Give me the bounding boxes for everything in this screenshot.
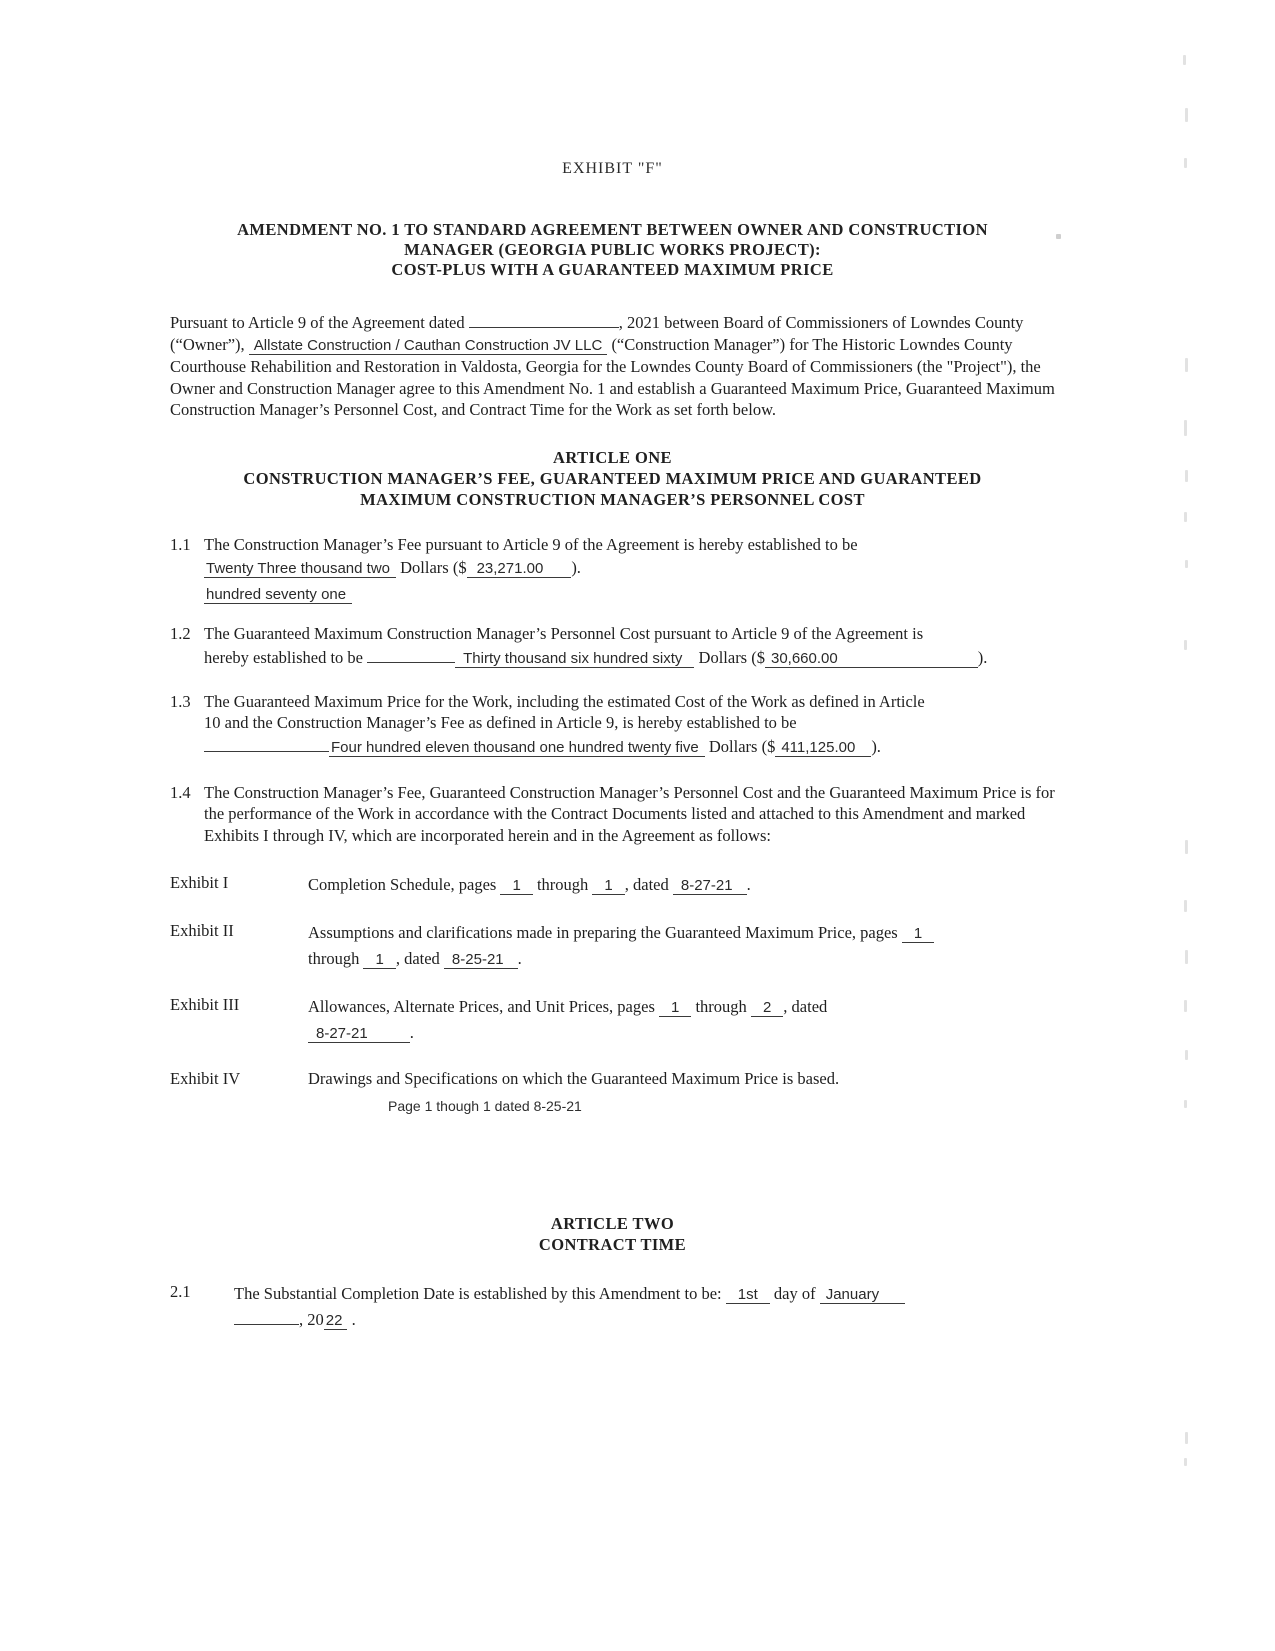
section-2-1-seg2: day of: [773, 1284, 816, 1303]
exhibit-1-seg1: Completion Schedule, pages: [308, 875, 497, 894]
exhibit-3-line2: [308, 1020, 1048, 1046]
scan-artifact: [1185, 840, 1188, 854]
section-2-1-line1: [234, 1281, 1055, 1307]
exhibit-2-line2: [308, 946, 1048, 972]
section-1-4-number: 1.4: [170, 782, 191, 802]
completion-year-field: 22: [324, 1312, 348, 1330]
construction-manager-name-field: Allstate Construction / Cauthan Construction JV LLC: [249, 337, 608, 355]
section-2-1-lead: The Substantial Completion Date is established by this Amendment to be:: [234, 1284, 722, 1303]
exhibit-1-page-from-field: 1: [500, 877, 532, 895]
dollars-open-label: Dollars ($: [708, 736, 776, 756]
section-1-3-line2: 10 and the Construction Manager’s Fee as defined in Article 9, is hereby established to be: [204, 713, 797, 732]
exhibit-4-text: Drawings and Specifications on which the Guaranteed Maximum Price is based.: [308, 1069, 840, 1088]
document-content: [170, 160, 1055, 1333]
scan-artifact: [1185, 1050, 1188, 1060]
article-two-subheading: CONTRACT TIME: [538, 1235, 687, 1254]
exhibit-2-seg2: through: [308, 949, 360, 968]
exhibit-4-description: [308, 1068, 1048, 1117]
exhibit-4-label: Exhibit IV: [170, 1069, 241, 1088]
fee-amount-words-field: Twenty Three thousand two: [204, 560, 396, 578]
scan-artifact: [1184, 900, 1187, 912]
section-1-2-amount-line: [204, 645, 1055, 671]
exhibit-row-1: [170, 872, 1055, 898]
exhibit-1-description: [308, 872, 1048, 898]
section-2-1-year-prefix: , 20: [299, 1310, 324, 1329]
section-1-1-amount-line: [204, 555, 1055, 581]
section-1-2: [170, 623, 1055, 671]
section-1-3-amount-line: [204, 734, 1055, 760]
exhibit-row-4: [170, 1068, 1055, 1117]
intro-text-after-date: , 2021 between Board of Commissioners of Lowndes County (“Owner”),: [170, 313, 1024, 354]
section-1-1-amount-continuation: [204, 581, 1055, 607]
title-line-1: AMENDMENT NO. 1 TO STANDARD AGREEMENT BETWEEN OWNER AND CONSTRUCTION: [237, 220, 988, 239]
gmp-figure-field: 411,125.00: [775, 739, 871, 757]
section-1-3-line1: The Guaranteed Maximum Price for the Work, including the estimated Cost of the Work as defined in Article: [204, 691, 925, 711]
section-1-4-text: The Construction Manager’s Fee, Guaranteed Construction Manager’s Personnel Cost and the Guaranteed Maximum Price is for the performance of the Work in accordance with the Contract Documents listed and attached to this Amendment and marked Exhibits I through IV, which are incorporated herein and in the Agreement as follows:: [204, 782, 1055, 845]
scan-artifact: [1184, 512, 1187, 522]
scan-artifact: [1184, 640, 1187, 650]
fee-amount-words-continued-field: hundred seventy one: [204, 586, 352, 604]
exhibit-1-page-to-field: 1: [592, 877, 624, 895]
scan-artifact: [1184, 1000, 1187, 1012]
exhibit-header: EXHIBIT "F": [562, 160, 663, 177]
scan-artifact: [1185, 358, 1188, 372]
section-2-1: [170, 1281, 1055, 1333]
article-one-subheading-line1: CONSTRUCTION MANAGER’S FEE, GUARANTEED MAXIMUM PRICE AND GUARANTEED: [243, 468, 982, 488]
scan-artifact: [1183, 55, 1186, 65]
section-1-2-number: 1.2: [170, 624, 191, 643]
exhibit-3-seg3: , dated: [783, 997, 828, 1016]
completion-day-field: 1st: [726, 1286, 770, 1304]
document-title: [170, 220, 1055, 280]
article-one-heading: ARTICLE ONE: [553, 447, 672, 467]
exhibit-2-date-field: 8-25-21: [444, 951, 518, 969]
fee-amount-figure-field: 23,271.00: [467, 560, 572, 578]
article-one-subheading: [170, 468, 1055, 510]
exhibit-2-description: [308, 920, 1048, 972]
exhibit-2-line1: [308, 920, 1048, 946]
exhibit-3-description: [308, 994, 1048, 1046]
exhibit-1-label: Exhibit I: [170, 873, 229, 892]
scan-artifact: [1185, 470, 1188, 482]
dollars-open-label: Dollars ($: [400, 558, 467, 577]
section-2-1-number: 2.1: [170, 1282, 191, 1301]
scan-artifact: [1185, 1432, 1188, 1444]
section-1-2-line1: The Guaranteed Maximum Construction Manager’s Personnel Cost pursuant to Article 9 of the Agreement is: [204, 624, 924, 643]
personnel-cost-figure-field: 30,660.00: [765, 650, 978, 668]
paren-close-label: ).: [871, 736, 881, 756]
intro-text-before-date: Pursuant to Article 9 of the Agreement dated: [170, 313, 465, 332]
section-1-1: [170, 534, 1055, 608]
section-1-1-lead: The Construction Manager’s Fee pursuant to Article 9 of the Agreement is hereby established to be: [204, 534, 858, 554]
personnel-cost-words-field: Thirty thousand six hundred sixty: [455, 650, 694, 668]
exhibit-2-seg3: , dated: [395, 949, 440, 968]
section-1-3: [170, 691, 1055, 760]
scan-artifact: [1185, 950, 1188, 964]
completion-blank: [234, 1309, 299, 1325]
article-one-subheading-line2: MAXIMUM CONSTRUCTION MANAGER’S PERSONNEL COST: [360, 489, 865, 509]
scan-artifact: [1184, 1458, 1187, 1466]
exhibit-2-page-to-field: 1: [363, 951, 395, 969]
section-1-4: [170, 782, 1055, 847]
exhibit-3-date-field: 8-27-21: [308, 1025, 410, 1043]
exhibit-3-line1: [308, 994, 1048, 1020]
exhibit-2-seg4: .: [517, 949, 522, 968]
gmp-words-field: Four hundred eleven thousand one hundred twenty five: [329, 739, 705, 757]
paren-close-label: ).: [571, 558, 581, 577]
exhibit-4-note: Page 1 though 1 dated 8-25-21: [388, 1097, 582, 1114]
scan-artifact: [1056, 234, 1061, 239]
section-2-1-period: .: [351, 1310, 356, 1329]
scan-artifact: [1184, 420, 1187, 436]
section-1-2-line2-lead: hereby established to be: [204, 647, 363, 667]
section-1-1-number: 1.1: [170, 534, 191, 554]
title-line-2: MANAGER (GEORGIA PUBLIC WORKS PROJECT):: [404, 240, 821, 259]
completion-month-field: January: [820, 1286, 905, 1304]
exhibit-1-date-field: 8-27-21: [673, 877, 747, 895]
exhibit-3-seg4: .: [409, 1023, 414, 1042]
exhibit-3-seg2: through: [695, 997, 747, 1016]
exhibit-1-seg4: .: [746, 875, 751, 894]
exhibit-1-seg3: , dated: [624, 875, 669, 894]
exhibit-2-seg1: Assumptions and clarifications made in preparing the Guaranteed Maximum Price, pages: [308, 923, 898, 942]
exhibit-3-seg1: Allowances, Alternate Prices, and Unit Prices, pages: [308, 997, 655, 1016]
section-1-3-number: 1.3: [170, 691, 191, 711]
exhibit-row-3: [170, 994, 1055, 1046]
exhibit-3-label: Exhibit III: [170, 995, 240, 1014]
exhibit-3-page-to-field: 2: [751, 999, 783, 1017]
paren-close-label: ).: [977, 647, 988, 667]
exhibit-1-seg2: through: [536, 875, 589, 894]
dollars-open-label: Dollars ($: [698, 647, 765, 667]
exhibit-2-label: Exhibit II: [170, 921, 234, 940]
section-2-1-line2: [234, 1307, 1055, 1333]
intro-text-after-company: (“Construction Manager”) for The Historic Lowndes County Courthouse Rehabilition and Restoration in Valdosta, Georgia for the Lowndes County Board of Commissioners (the "Project"), the Owner and Construction Manager agree to this Amendment No. 1 and establish a Guaranteed Maximum Price, Guaranteed Maximum Construction Manager’s Personnel Cost, and Contract Time for the Work as set forth below.: [170, 334, 1055, 419]
exhibit-3-page-from-field: 1: [659, 999, 691, 1017]
scan-artifact: [1184, 1100, 1187, 1108]
title-line-3: COST-PLUS WITH A GUARANTEED MAXIMUM PRICE: [391, 260, 834, 279]
exhibit-2-page-from-field: 1: [902, 925, 934, 943]
scan-artifact: [1185, 108, 1188, 122]
article-two-heading: ARTICLE TWO: [550, 1214, 675, 1233]
personnel-cost-blank: [367, 647, 455, 663]
gmp-blank: [204, 736, 329, 752]
date-blank-field: [469, 312, 619, 328]
exhibit-row-2: [170, 920, 1055, 972]
intro-paragraph: [170, 312, 1055, 421]
scan-artifact: [1184, 158, 1187, 168]
scan-artifact: [1185, 560, 1188, 568]
